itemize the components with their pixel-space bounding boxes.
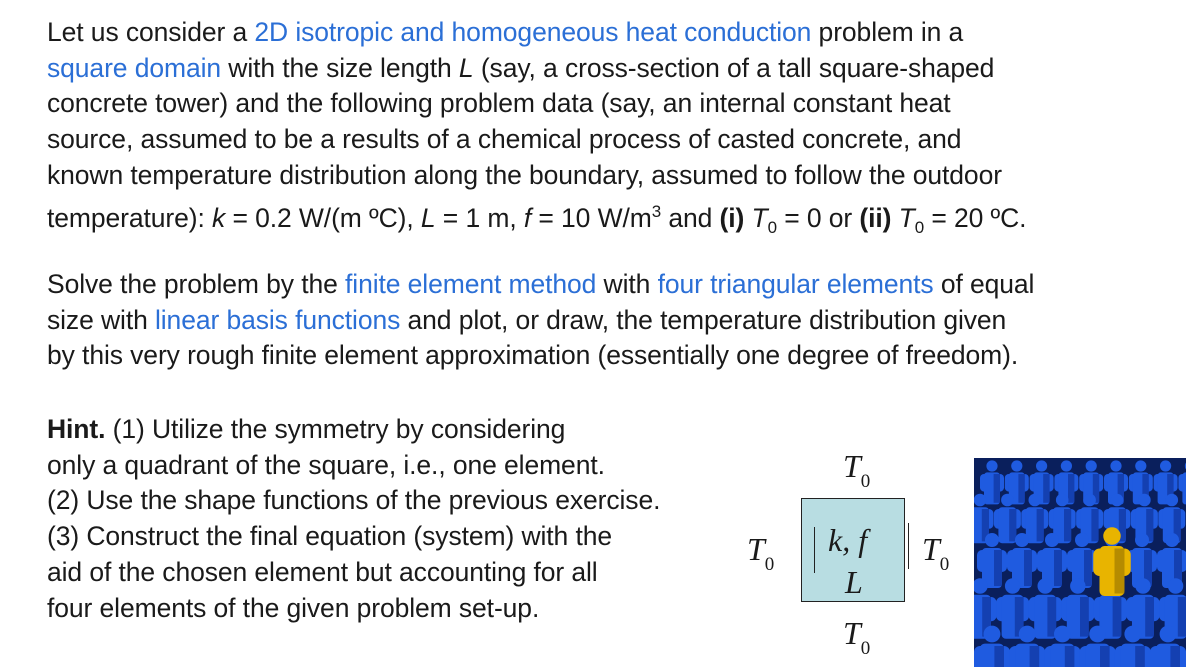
person-head bbox=[1086, 460, 1097, 471]
person-shade bbox=[1024, 550, 1032, 586]
symbol-T: T bbox=[898, 202, 915, 233]
person-head bbox=[985, 533, 999, 547]
person-head bbox=[1135, 578, 1150, 593]
text: problem in a bbox=[811, 17, 964, 47]
text: = 10 W/m bbox=[531, 202, 652, 233]
crowd-illustration bbox=[974, 458, 1186, 667]
person-head bbox=[1070, 578, 1085, 593]
paragraph-task bbox=[47, 267, 1177, 374]
hint-label: Hint. bbox=[47, 414, 106, 444]
text: = 20 ºC. bbox=[924, 202, 1027, 233]
person-head bbox=[984, 626, 1001, 643]
text: (say, a cross-section of a tall square-shaped bbox=[473, 52, 995, 83]
person-shade bbox=[1135, 646, 1145, 667]
text-line: (3) Construct the final equation (system) with the bbox=[47, 521, 612, 552]
text-line: by this very rough finite element approximation (essentially one degree of freedom). bbox=[47, 340, 1019, 371]
text: = 0 or bbox=[776, 202, 860, 233]
person-shade bbox=[1030, 646, 1040, 667]
person-shade bbox=[1037, 509, 1044, 541]
text-line bbox=[47, 303, 1177, 339]
person-shade bbox=[1178, 597, 1186, 637]
person-head bbox=[1124, 626, 1141, 643]
person-head bbox=[1045, 533, 1059, 547]
boundary-label-top: $T_0$ bbox=[843, 448, 871, 492]
person-head bbox=[1001, 494, 1014, 507]
boundary-label-left: $T_0$ bbox=[747, 531, 775, 575]
text: = 0.2 W/(m ºC), bbox=[225, 202, 421, 233]
person-shade bbox=[1084, 550, 1092, 586]
person-shade bbox=[1018, 474, 1024, 503]
person-head bbox=[1054, 626, 1071, 643]
text-line: source, assumed to be a results of a chemical process of casted concrete, and bbox=[47, 124, 962, 155]
boundary-label-bottom: $T_0$ bbox=[843, 615, 871, 659]
person-head bbox=[1011, 460, 1022, 471]
symbol-L: L bbox=[420, 202, 436, 233]
highlight-term: linear basis functions bbox=[154, 304, 401, 335]
divider-line bbox=[814, 527, 815, 573]
person-head bbox=[1038, 578, 1053, 593]
symbol-f: f bbox=[523, 202, 532, 233]
person-shade bbox=[1068, 474, 1074, 503]
paragraph-problem-statement bbox=[47, 15, 1177, 245]
text-line: only a quadrant of the square, i.e., one element. bbox=[47, 449, 605, 480]
material-label: k, f bbox=[828, 522, 868, 558]
person-head bbox=[986, 460, 997, 471]
highlight-term: four triangular elements bbox=[657, 269, 934, 299]
person-head bbox=[1019, 626, 1036, 643]
crowd-image bbox=[974, 458, 1186, 667]
person-shade bbox=[1100, 646, 1110, 667]
person-head bbox=[1138, 494, 1151, 507]
person-shade bbox=[1065, 646, 1075, 667]
person-head bbox=[1165, 533, 1179, 547]
person-head bbox=[1135, 533, 1149, 547]
person-head bbox=[1015, 533, 1029, 547]
text-line: (2) Use the shape functions of the previous exercise. bbox=[47, 485, 661, 516]
person-head bbox=[1103, 527, 1121, 545]
person-shade bbox=[1115, 549, 1125, 594]
text-line: concrete tower) and the following problem data (say, an internal constant heat bbox=[47, 88, 951, 119]
person-head bbox=[1056, 494, 1069, 507]
case-label: (ii) bbox=[859, 202, 899, 233]
person-shade bbox=[1145, 597, 1154, 637]
person-head bbox=[1111, 494, 1124, 507]
person-head bbox=[1005, 578, 1020, 593]
subscript: 0 bbox=[914, 217, 925, 237]
text-line bbox=[47, 412, 767, 448]
text: and bbox=[661, 202, 720, 233]
text-line: four elements of the given problem set-up. bbox=[47, 592, 540, 623]
person-head bbox=[1036, 460, 1047, 471]
person-body bbox=[1182, 472, 1186, 504]
person-figure bbox=[1178, 460, 1186, 504]
boundary-label-right: $T_0$ bbox=[922, 531, 950, 575]
hint-block bbox=[47, 412, 767, 626]
symbol-k: k bbox=[212, 202, 226, 233]
person-head bbox=[1160, 460, 1171, 471]
person-head bbox=[1166, 494, 1179, 507]
text-line bbox=[47, 15, 1177, 51]
highlight-term: 2D isotropic and homogeneous heat conduction bbox=[254, 17, 812, 47]
text-line bbox=[47, 267, 1177, 303]
person-shade bbox=[1043, 474, 1049, 503]
text: and plot, or draw, the temperature distribution given bbox=[400, 304, 1007, 335]
person-shade bbox=[1064, 509, 1071, 541]
superscript: 3 bbox=[651, 201, 662, 221]
person-shade bbox=[1091, 509, 1098, 541]
person-head bbox=[1110, 460, 1121, 471]
symbol-T: T bbox=[751, 202, 768, 233]
person-head bbox=[1089, 626, 1106, 643]
person-shade bbox=[1054, 550, 1062, 586]
person-shade bbox=[994, 474, 1000, 503]
highlight-term: finite element method bbox=[345, 269, 597, 299]
case-label: (i) bbox=[719, 202, 752, 233]
highlight-term: square domain bbox=[47, 52, 222, 83]
text: Let us consider a bbox=[47, 17, 255, 47]
person-shade bbox=[1113, 597, 1122, 637]
text-line: aid of the chosen element but accounting for all bbox=[47, 556, 598, 587]
text: of equal bbox=[933, 269, 1035, 299]
length-label: L bbox=[845, 564, 863, 600]
person-head bbox=[1061, 460, 1072, 471]
symbol-L: L bbox=[458, 52, 474, 83]
text-line bbox=[47, 194, 1177, 246]
text-line bbox=[47, 51, 1177, 87]
divider-line bbox=[908, 523, 909, 569]
person-head bbox=[974, 494, 986, 507]
text: Solve the problem by the bbox=[47, 269, 346, 299]
person-head bbox=[1160, 626, 1177, 643]
person-head bbox=[1168, 578, 1183, 593]
person-shade bbox=[1170, 646, 1180, 667]
text: with bbox=[596, 269, 658, 299]
text: with the size length bbox=[221, 52, 459, 83]
person-shade bbox=[1009, 509, 1016, 541]
person-shade bbox=[994, 550, 1002, 586]
person-shade bbox=[994, 646, 1004, 667]
person-head bbox=[1029, 494, 1042, 507]
subscript: 0 bbox=[767, 217, 777, 237]
person-head bbox=[1083, 494, 1096, 507]
person-head bbox=[1075, 533, 1089, 547]
text: = 1 m, bbox=[435, 202, 524, 233]
person-shade bbox=[1080, 597, 1089, 637]
text: size with bbox=[47, 304, 155, 335]
text-line: known temperature distribution along the boundary, assumed to follow the outdoor bbox=[47, 159, 1002, 190]
text: (1) Utilize the symmetry by considering bbox=[105, 414, 566, 444]
text: temperature): bbox=[47, 202, 213, 233]
person-head bbox=[1135, 460, 1146, 471]
